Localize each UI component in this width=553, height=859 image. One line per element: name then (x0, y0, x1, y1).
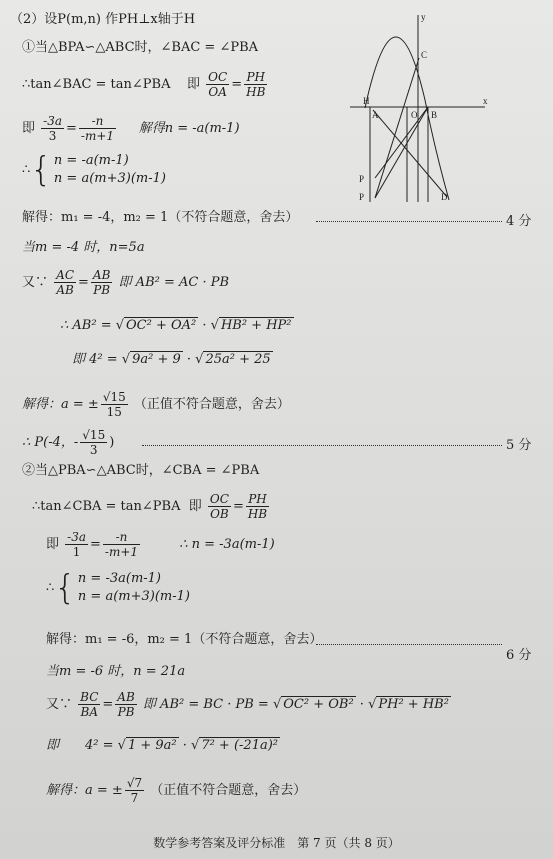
y-axis-label: y (421, 12, 426, 22)
point-c-label: C (421, 50, 428, 60)
point-a-label: A (372, 110, 379, 120)
case1-substitution: 即 $\frac{-3a}{3}$ = $\frac{-n}{-m+1}$ 解得n = -a(m-1) (22, 114, 240, 143)
case1-when: 当m = -4 时，n=5a (22, 240, 145, 255)
fraction: $\frac{-3a}{3}$ (43, 114, 62, 143)
fraction: $\frac{PH}{HB}$ (247, 492, 268, 521)
case1-solve-a: 解得：a = ± $\frac{√15}{15}$ （正值不符合题意，舍去） (22, 390, 290, 419)
score-4: 4 分 (506, 214, 532, 229)
case2-tan-equation: ∴tan∠CBA = tan∠PBA 即 $\frac{OC}{OB}$ = $\frac{PH}{HB}$ (32, 492, 268, 521)
fraction: $\frac{-n}{-m+1}$ (104, 530, 139, 559)
case2-solution: 解得：m₁ = -6，m₂ = 1（不符合题意，舍去） (46, 632, 323, 647)
point-h-label: H (363, 96, 370, 106)
line-p-b (375, 107, 428, 178)
case1-point-p: ∴ P(-4，- $\frac{√15}{3}$ ) (22, 428, 115, 457)
case1-solution: 解得：m₁ = -4，m₂ = 1（不符合题意，舍去） (22, 210, 299, 225)
case2-substitution: 即 $\frac{-3a}{1}$ = $\frac{-n}{-m+1}$ ∴ n = -3a(m-1) (46, 530, 275, 559)
line-ab-d (373, 110, 447, 197)
case2-system: ∴{ n = -3a(m-1) n = a(m+3)(m-1) (46, 568, 190, 608)
fraction: $\frac{OC}{OB}$ (209, 492, 229, 521)
case1-tan-equation: ∴tan∠BAC = tan∠PBA 即 $\frac{OC}{OA}$ = $\frac{PH}{HB}$ (22, 70, 266, 99)
case1-numeric-equation: 即 4² = √ 9a² + 9 · √ 25a² + 25 (72, 352, 271, 367)
coordinate-graph (345, 10, 495, 205)
case1-title: ①当△BPA∽△ABC时，∠BAC = ∠PBA (22, 40, 259, 55)
part-header: （2）设P(m,n) 作PH⊥x轴于H (10, 12, 196, 27)
case2-when: 当m = -6 时，n = 21a (46, 664, 186, 679)
case2-solve-a: 解得：a = ± $\frac{√7}{7}$ （正值不符合题意，舍去） (46, 776, 307, 805)
case1-because: 又∵ $\frac{AC}{AB}$ = $\frac{AB}{PB}$ 即 AB² = AC · PB (22, 268, 230, 297)
x-axis-label: x (483, 96, 488, 106)
fraction: $\frac{AC}{AB}$ (56, 268, 75, 297)
fraction: $\frac{√15}{3}$ (82, 428, 106, 457)
fraction: $\frac{-3a}{1}$ (67, 530, 86, 559)
fraction: $\frac{√15}{15}$ (102, 390, 126, 419)
fraction: $\frac{BC}{BA}$ (80, 690, 99, 719)
dotted-leader (316, 221, 502, 222)
case2-numeric-equation: 即 4² = √ 1 + 9a² · √ 7² + (-21a)² (46, 738, 278, 753)
point-p2-label: P (359, 192, 365, 202)
point-d-label: D (441, 192, 448, 202)
fraction: $\frac{AB}{PB}$ (117, 690, 135, 719)
line-p2-b (375, 107, 428, 198)
dotted-leader (142, 445, 502, 446)
point-o-label: O (411, 110, 418, 120)
case1-ab-squared: ∴ AB² = √ OC² + OA² · √ HB² + HP² (60, 318, 292, 333)
case2-because: 又∵ $\frac{BC}{BA}$ = $\frac{AB}{PB}$ 即 AB² = BC · PB = √ OC² + OB² · √ PH² + HB² (46, 690, 449, 719)
dotted-leader (316, 644, 502, 645)
point-p1-label: P (359, 174, 365, 184)
fraction: $\frac{PH}{HB}$ (246, 70, 266, 99)
fraction: $\frac{AB}{PB}$ (92, 268, 111, 297)
score-5: 5 分 (506, 438, 532, 453)
fraction: $\frac{OC}{OA}$ (208, 70, 228, 99)
case1-system: ∴{ n = -a(m-1) n = a(m+3)(m-1) (22, 150, 166, 190)
fraction: $\frac{-n}{-m+1}$ (80, 114, 115, 143)
case2-title: ②当△PBA∽△ABC时，∠CBA = ∠PBA (22, 463, 260, 478)
fraction: $\frac{√7}{7}$ (126, 776, 143, 805)
score-6: 6 分 (506, 648, 532, 663)
page-footer: 数学参考答案及评分标准 第 7 页（共 8 页） (153, 836, 400, 850)
point-b-label: B (431, 110, 438, 120)
